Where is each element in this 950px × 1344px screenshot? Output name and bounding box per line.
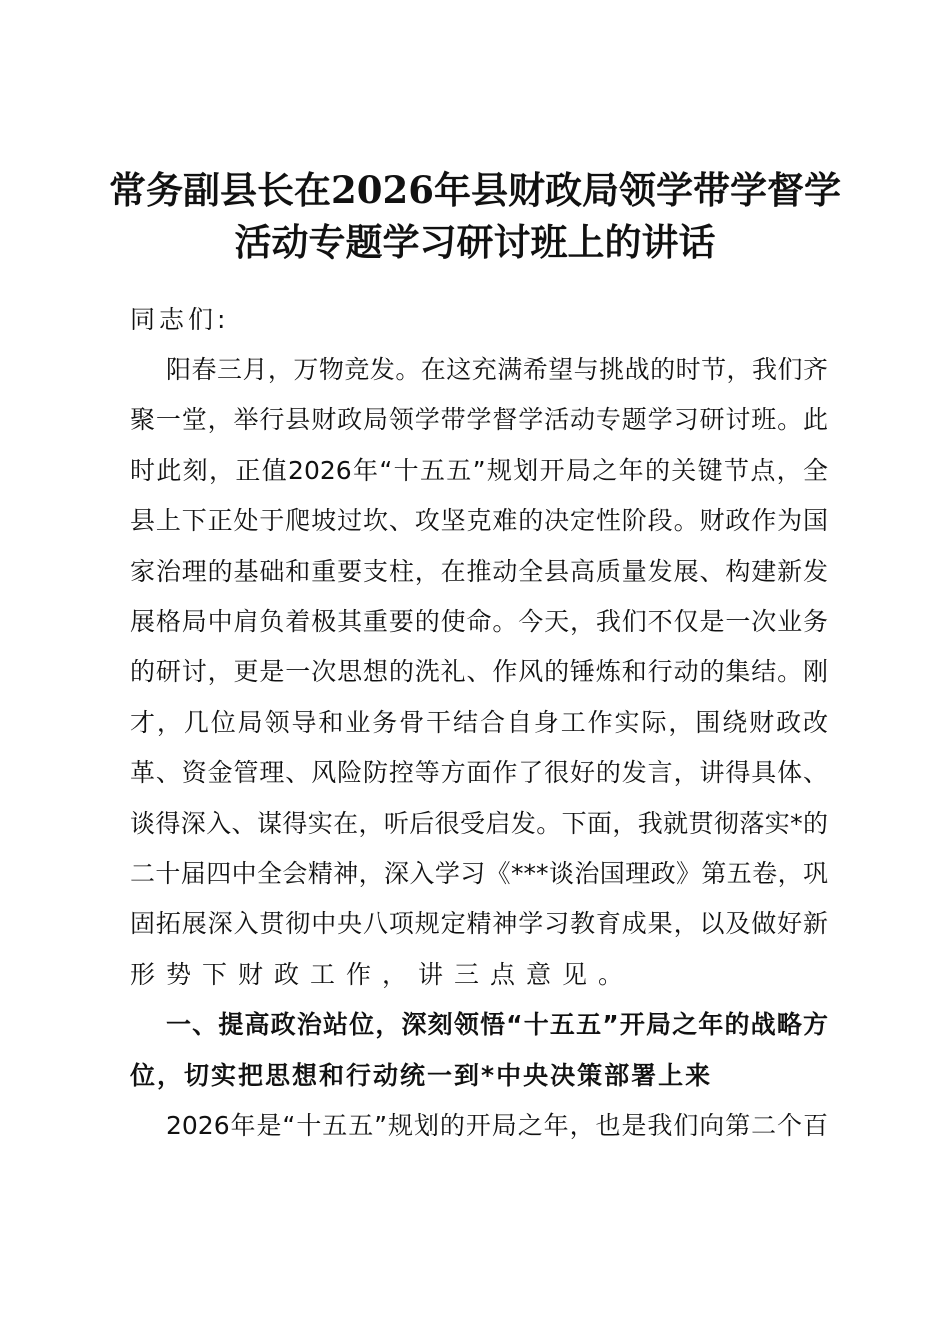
text-line: 才，几位局领导和业务骨干结合自身工作实际，围绕财政改 [130, 708, 828, 737]
text-line: 革、资金管理、风险防控等方面作了很好的发言，讲得具体、 [130, 758, 828, 787]
title-line-2: 活动专题学习研讨班上的讲话 [234, 220, 716, 264]
text-line: 时此刻，正值2026年“十五五”规划开局之年的关键节点，全 [130, 456, 828, 485]
text-line: 固拓展深入贯彻中央八项规定精神学习教育成果，以及做好新 [130, 909, 828, 938]
title-line-1: 常务副县长在2026年县财政局领学带学督学 [109, 168, 841, 212]
salutation: 同志们: [130, 305, 230, 334]
text-line: 家治理的基础和重要支柱，在推动全县高质量发展、构建新发 [130, 557, 828, 586]
text-line: 谈得深入、谋得实在，听后很受启发。下面，我就贯彻落实*的 [130, 809, 828, 838]
text-line: 位，切实把思想和行动统一到*中央决策部署上来 [130, 1061, 713, 1090]
text-line: 二十届四中全会精神，深入学习《***谈治国理政》第五卷，巩 [130, 859, 828, 888]
text-line: 一、提高政治站位，深刻领悟“十五五”开局之年的战略方 [166, 1010, 828, 1039]
text-line: 聚一堂，举行县财政局领学带学督学活动专题学习研讨班。此 [130, 405, 828, 434]
text-line: 的研讨，更是一次思想的洗礼、作风的锤炼和行动的集结。刚 [130, 657, 828, 686]
text-line: 阳春三月，万物竞发。在这充满希望与挑战的时节，我们齐 [166, 355, 828, 384]
text-line: 2026年是“十五五”规划的开局之年，也是我们向第二个百 [166, 1111, 828, 1140]
text-line: 展格局中肩负着极其重要的使命。今天，我们不仅是一次业务 [130, 607, 828, 636]
text-line: 县上下正处于爬坡过坎、攻坚克难的决定性阶段。财政作为国 [130, 506, 828, 535]
text-line: 形势下财政工作，讲三点意见。 [130, 960, 635, 989]
